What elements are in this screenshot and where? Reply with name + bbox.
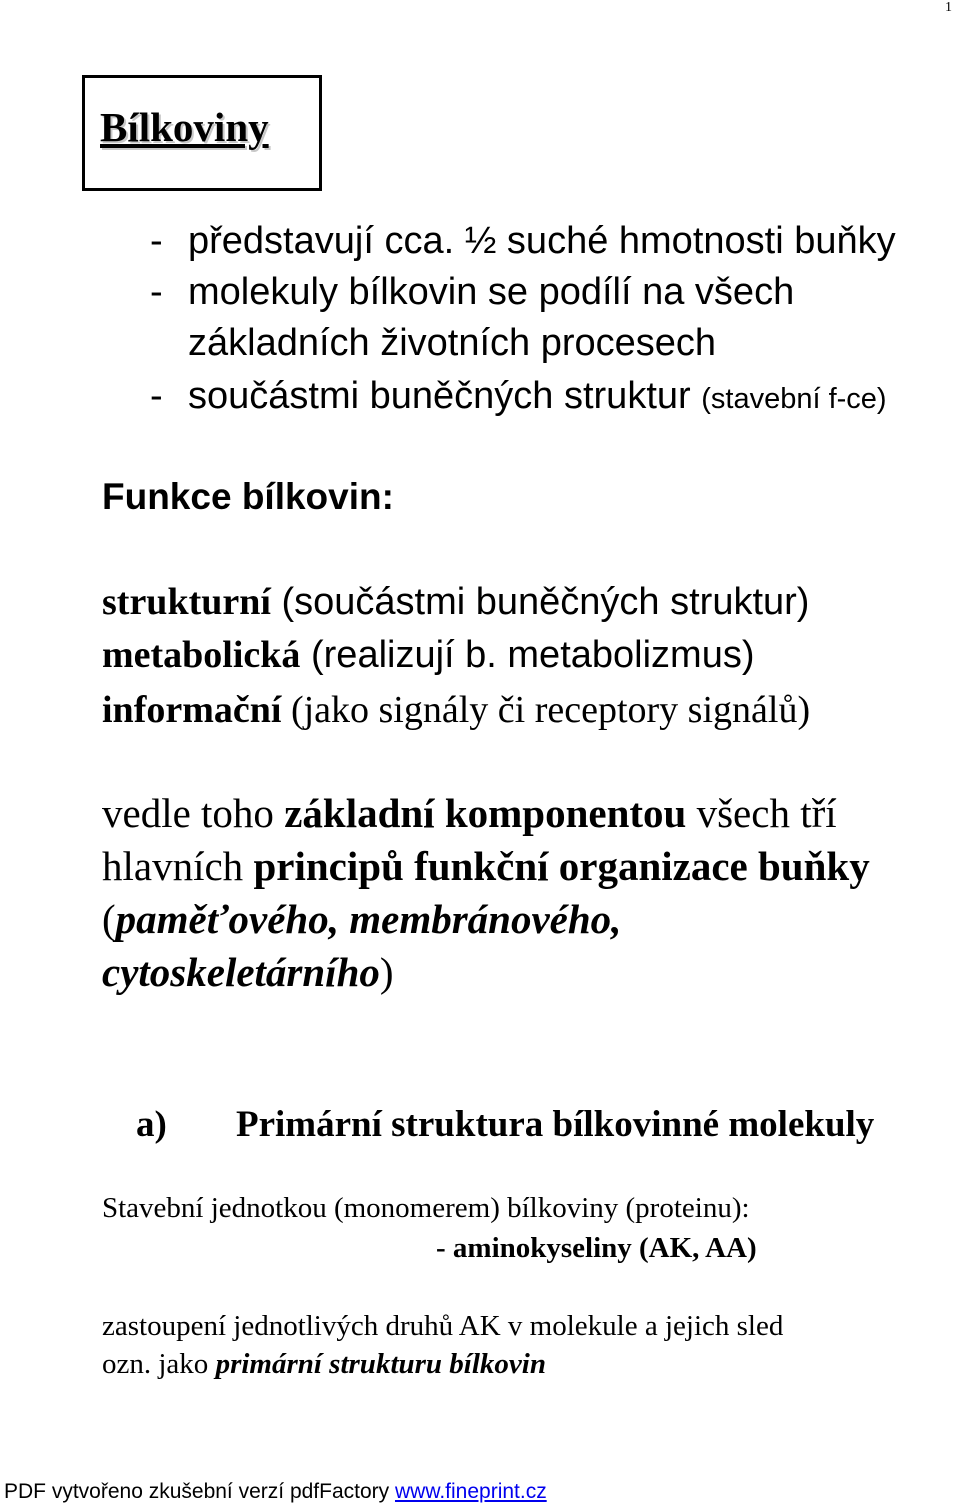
page-title: Bílkoviny [100, 104, 269, 150]
vedle-bold-italic: paměťového, membránového, [115, 896, 622, 942]
vedle-bold: principů funkční organizace buňky [253, 843, 870, 889]
section-label: a) [136, 1104, 167, 1145]
aminokyseliny-line: - aminokyseliny (AK, AA) [436, 1232, 757, 1264]
vedle-line-2 [102, 842, 870, 890]
vedle-bold: základní komponentou [284, 790, 687, 836]
funkce-heading: Funkce bílkovin: [102, 476, 394, 517]
intro-dash-2: - [150, 271, 163, 313]
vedle-text: hlavních [102, 843, 254, 889]
intro-line-4 [188, 370, 887, 425]
vedle-line-1 [102, 789, 837, 837]
function-desc: (realizují b. metabolizmus) [311, 634, 755, 676]
vedle-text: ) [379, 949, 394, 995]
intro-line-1: představují cca. ½ suché hmotnosti buňky [188, 220, 896, 262]
vedle-line-4 [102, 948, 394, 996]
function-metabolic [102, 633, 754, 677]
function-structural [102, 580, 809, 624]
function-term: strukturní [102, 581, 271, 623]
intro-line-3: základních životních procesech [188, 322, 717, 364]
zastoupeni-line-2 [102, 1348, 546, 1381]
vedle-text: všech tří [686, 790, 837, 836]
intro-line-4-text: součástmi buněčných struktur [188, 375, 691, 417]
footer-link[interactable]: www.fineprint.cz [394, 1480, 547, 1503]
intro-dash-4: - [150, 375, 163, 417]
intro-dash-1: - [150, 220, 163, 262]
footer-text: PDF vytvořeno zkušební verzí pdfFactory [4, 1480, 395, 1503]
intro-line-2: molekuly bílkovin se podílí na všech [188, 271, 795, 313]
function-desc: (součástmi buněčných struktur) [281, 581, 810, 623]
zastoupeni-line-1: zastoupení jednotlivých druhů AK v molekule a jejich sled [102, 1310, 784, 1342]
footer [4, 1480, 547, 1504]
stavebni-line: Stavební jednotkou (monomerem) bílkoviny (proteinu): [102, 1192, 750, 1224]
function-desc: (jako signály či receptory signálů) [290, 689, 811, 731]
section-title: Primární struktura bílkovinné molekuly [236, 1104, 875, 1145]
vedle-line-3 [102, 895, 621, 943]
vedle-text: ( [102, 896, 116, 942]
zastoupeni-bold-italic: primární strukturu bílkovin [215, 1348, 546, 1380]
page-number: 1 [945, 0, 952, 15]
intro-line-4-small: (stavební f-ce) [701, 383, 887, 415]
function-term: informační [102, 689, 282, 731]
vedle-bold-italic: cytoskeletárního [102, 949, 380, 995]
function-term: metabolická [102, 634, 301, 676]
vedle-text: vedle toho [102, 790, 285, 836]
zastoupeni-text: ozn. jako [102, 1348, 216, 1380]
function-informational [102, 688, 810, 732]
